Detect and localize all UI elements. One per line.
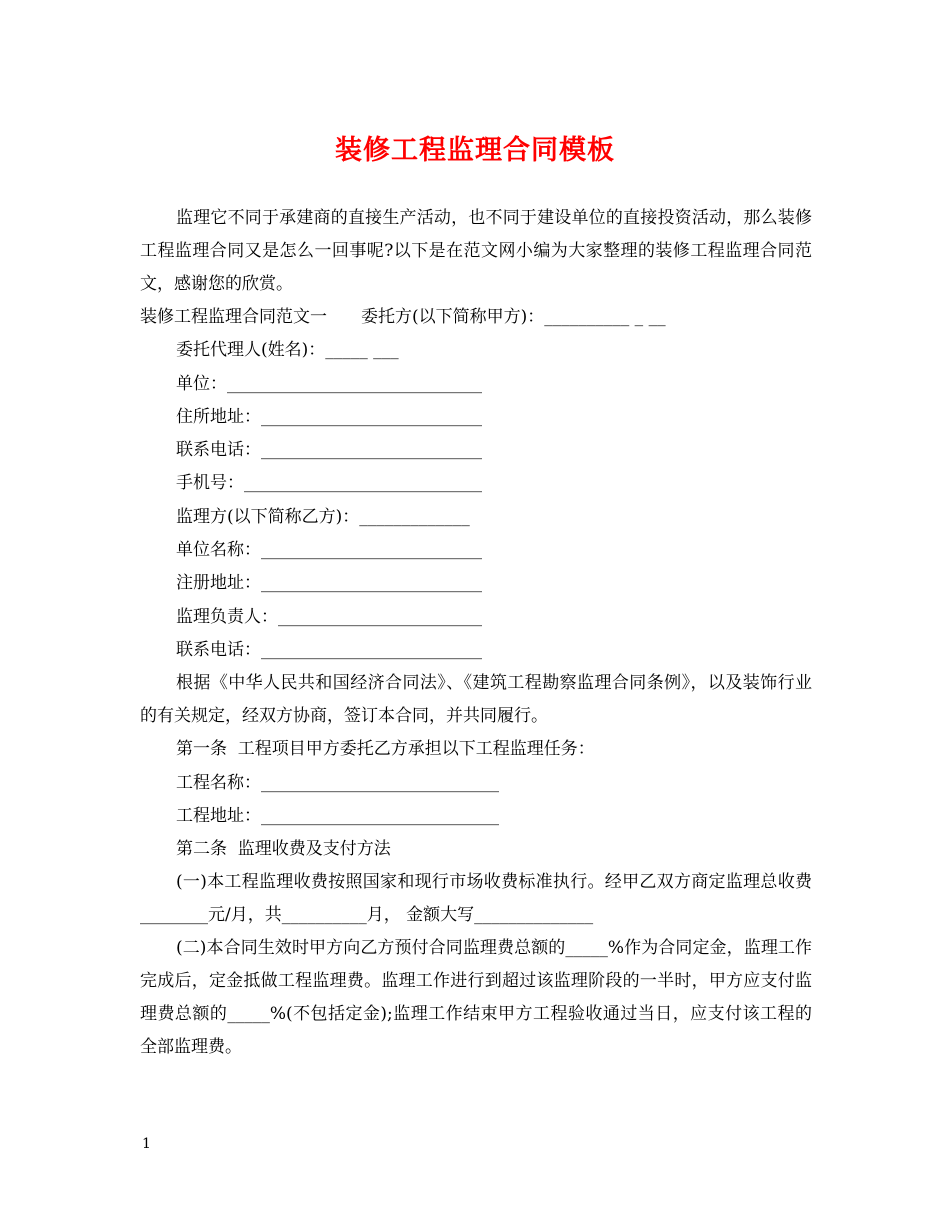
party-b-phone-field: 联系电话：__________________________	[176, 639, 482, 660]
project-address-field: 工程地址：____________________________	[176, 805, 499, 826]
article-1-heading: 第一条 工程项目甲方委托乙方承担以下工程监理任务：	[176, 739, 595, 760]
clause-1-paragraph: (一)本工程监理收费按照国家和现行市场收费标准执行。经甲乙双方商定监理总收费________元/月，共__________月， 金额大写______________	[140, 872, 812, 926]
project-name-field: 工程名称：____________________________	[176, 772, 499, 793]
party-a-agent-field: 委托代理人(姓名)：_____ ___	[176, 340, 399, 361]
party-b-reg-address-field: 注册地址：__________________________	[176, 573, 482, 594]
document-body	[140, 202, 812, 1064]
clause-2-paragraph: (二)本合同生效时甲方向乙方预付合同监理费总额的_____%作为合同定金，监理工作完成后，定金抵做工程监理费。监理工作进行到超过该监理阶段的一半时，甲方应支付监理费总额的_____%(不包括定金);监理工作结束甲方工程验收通过当日，应支付该工程的全部监理费。	[140, 938, 812, 1058]
article-2-heading: 第二条 监理收费及支付方法	[176, 839, 391, 860]
party-a-mobile-field: 手机号：____________________________	[176, 473, 482, 494]
document-title: 装修工程监理合同模板	[335, 135, 615, 166]
basis-paragraph: 根据《中华人民共和国经济合同法》、《建筑工程勘察监理合同条例》，以及装饰行业的有关规定，经双方协商，签订本合同，并共同履行。	[140, 673, 812, 727]
party-a-unit-field: 单位：______________________________	[176, 373, 482, 394]
party-a-phone-field: 联系电话：__________________________	[176, 440, 482, 461]
intro-paragraph: 监理它不同于承建商的直接生产活动，也不同于建设单位的直接投资活动，那么装修工程监理合同又是怎么一回事呢?以下是在范文网小编为大家整理的装修工程监理合同范文，感谢您的欣赏。	[140, 208, 812, 294]
party-b-field: 监理方(以下简称乙方)：_____________	[176, 506, 470, 527]
party-b-unit-field: 单位名称：__________________________	[176, 540, 482, 561]
party-a-address-field: 住所地址：__________________________	[176, 406, 482, 427]
page-number: 1	[142, 1136, 151, 1152]
party-b-supervisor-field: 监理负责人：________________________	[176, 606, 482, 627]
sample-heading-line: 装修工程监理合同范文一 委托方(以下简称甲方)：__________ _ __	[140, 307, 666, 327]
